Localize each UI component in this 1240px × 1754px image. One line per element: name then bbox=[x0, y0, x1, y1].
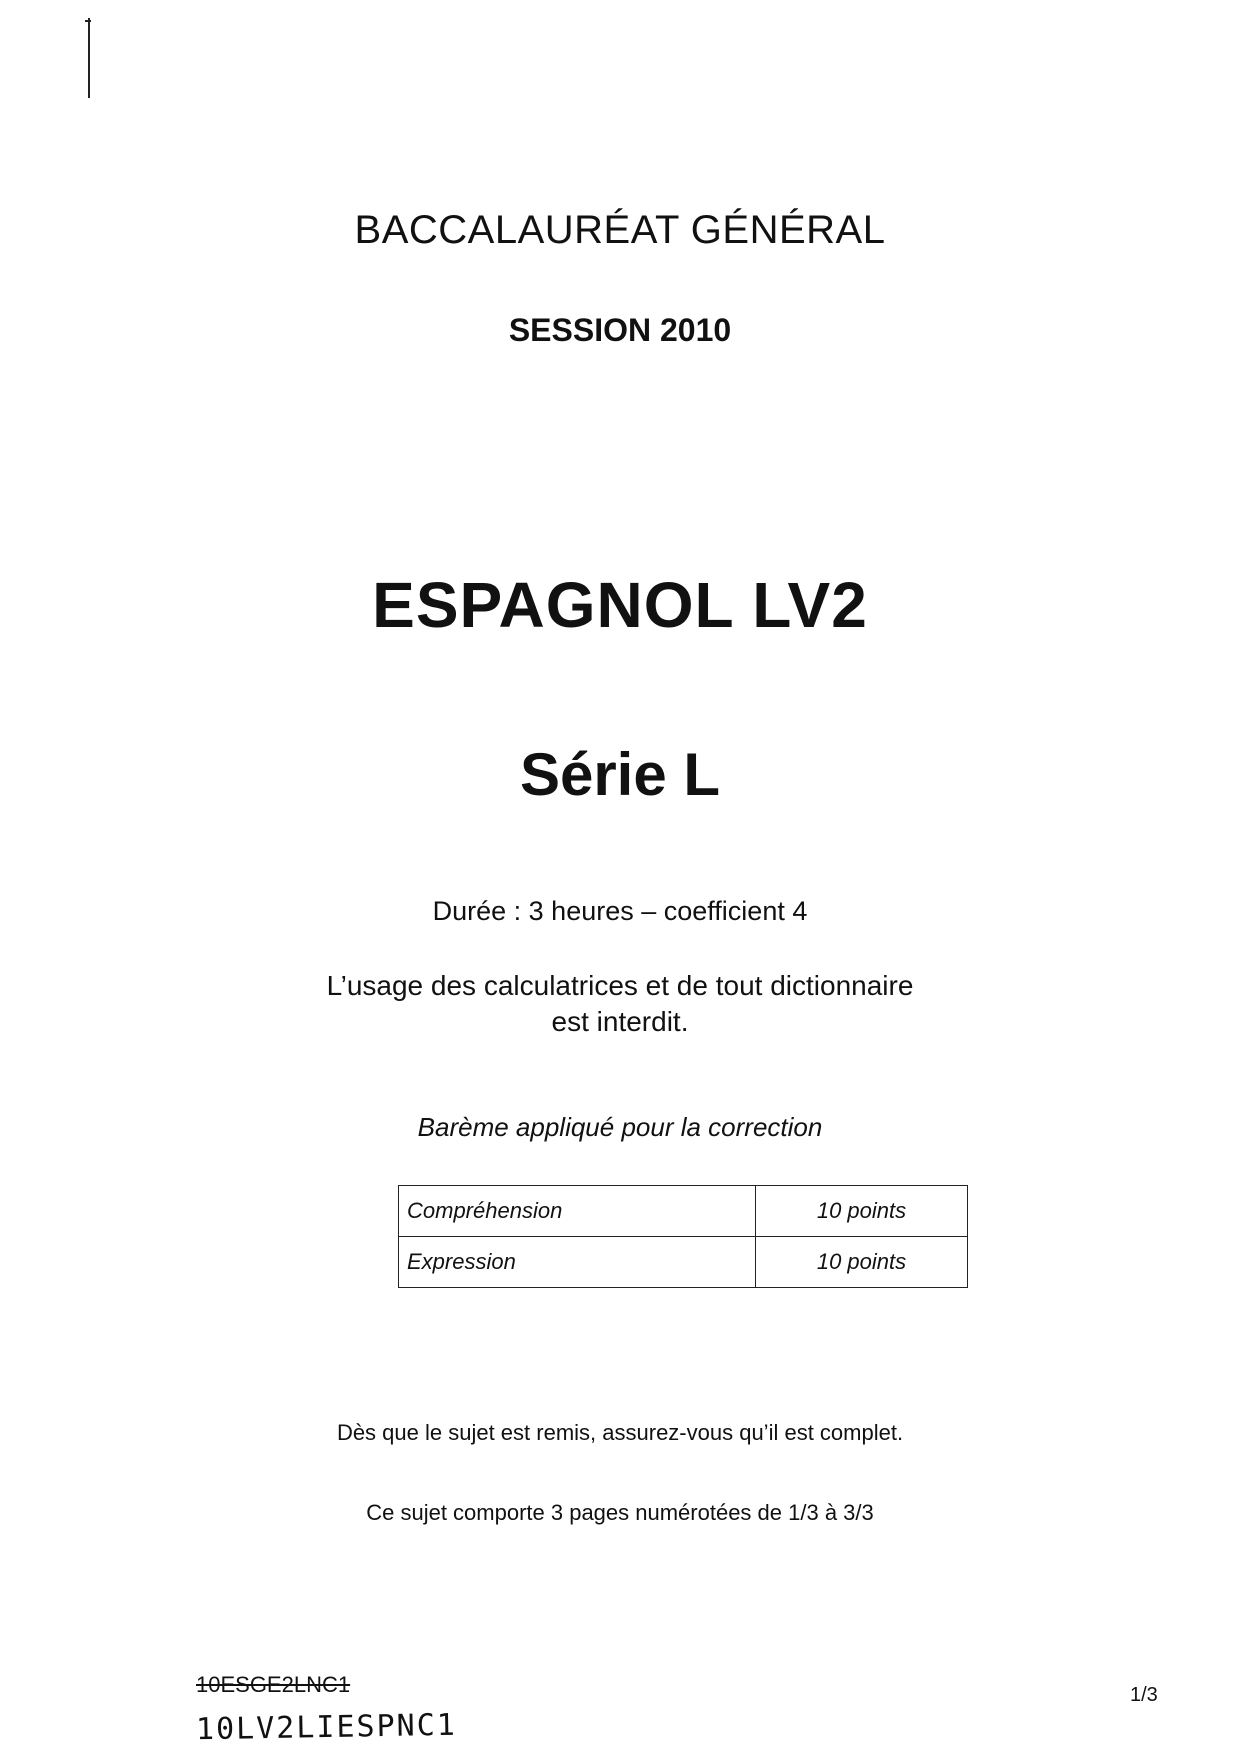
margin-mark bbox=[88, 18, 90, 98]
pages-notice: Ce sujet comporte 3 pages numérotées de 1/3 à 3/3 bbox=[366, 1500, 874, 1525]
margin-mark-tick bbox=[85, 20, 91, 22]
handwritten-subject-code: 10LV2LIESPNC1 bbox=[195, 1707, 458, 1748]
session-label: SESSION 2010 bbox=[508, 312, 732, 348]
duration-text: Durée : 3 heures – coefficient 4 bbox=[432, 896, 808, 926]
completeness-notice: Dès que le sujet est remis, assurez-vous qu’il est complet. bbox=[336, 1420, 904, 1445]
usage-rule-line-2: est interdit. bbox=[551, 1006, 689, 1037]
exam-title: BACCALAURÉAT GÉNÉRAL bbox=[354, 208, 886, 252]
table-row bbox=[399, 1186, 968, 1237]
page-number: 1/3 bbox=[1130, 1684, 1158, 1706]
usage-rule bbox=[0, 968, 1240, 1040]
subject-title: ESPAGNOL LV2 bbox=[372, 569, 868, 641]
grading-points: 10 points bbox=[756, 1237, 968, 1288]
grading-table bbox=[398, 1185, 968, 1288]
grading-points: 10 points bbox=[756, 1186, 968, 1237]
series-title: Série L bbox=[519, 741, 721, 808]
usage-rule-line-1: L’usage des calculatrices et de tout dictionnaire bbox=[326, 970, 914, 1001]
table-row bbox=[399, 1237, 968, 1288]
grading-label: Compréhension bbox=[399, 1186, 756, 1237]
struck-subject-code: 10ESGE2LNC1 bbox=[196, 1672, 351, 1697]
grading-label: Expression bbox=[399, 1237, 756, 1288]
grading-title: Barème appliqué pour la correction bbox=[417, 1112, 823, 1142]
